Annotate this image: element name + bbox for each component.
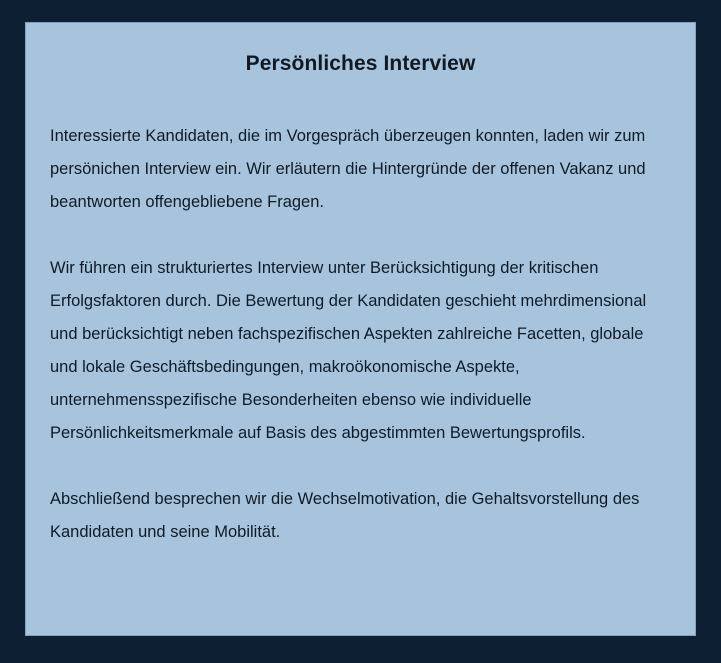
paragraph-2: Wir führen ein strukturiertes Interview unter Berücksichtigung der kritischen Erfolgsfaktoren durch. Die Bewertung der Kandidaten geschieht mehrdimensional und berücksichtigt neben fachspezifischen Aspekten zahlreiche Facetten, globale und lokale Geschäftsbedingungen, makroökonomische Aspekte, unternehmensspezifische Besonderheiten ebenso wie individuelle Persönlichkeitsmerkmale auf Basis des abgestimmten Bewertungsprofils. [50, 259, 647, 442]
paragraph-3: Abschließend besprechen wir die Wechselmotivation, die Gehaltsvorstellung des Kandidaten und seine Mobilität. [50, 490, 640, 541]
document-body [26, 120, 695, 549]
paragraph-1: Interessierte Kandidaten, die im Vorgespräch überzeugen konnten, laden wir zum persönichen Interview ein. Wir erläutern die Hintergründe der offenen Vakanz und beantworten offengebliebene Fragen. [50, 127, 646, 211]
page-title: Persönliches Interview [245, 52, 476, 75]
content-panel [25, 22, 696, 636]
